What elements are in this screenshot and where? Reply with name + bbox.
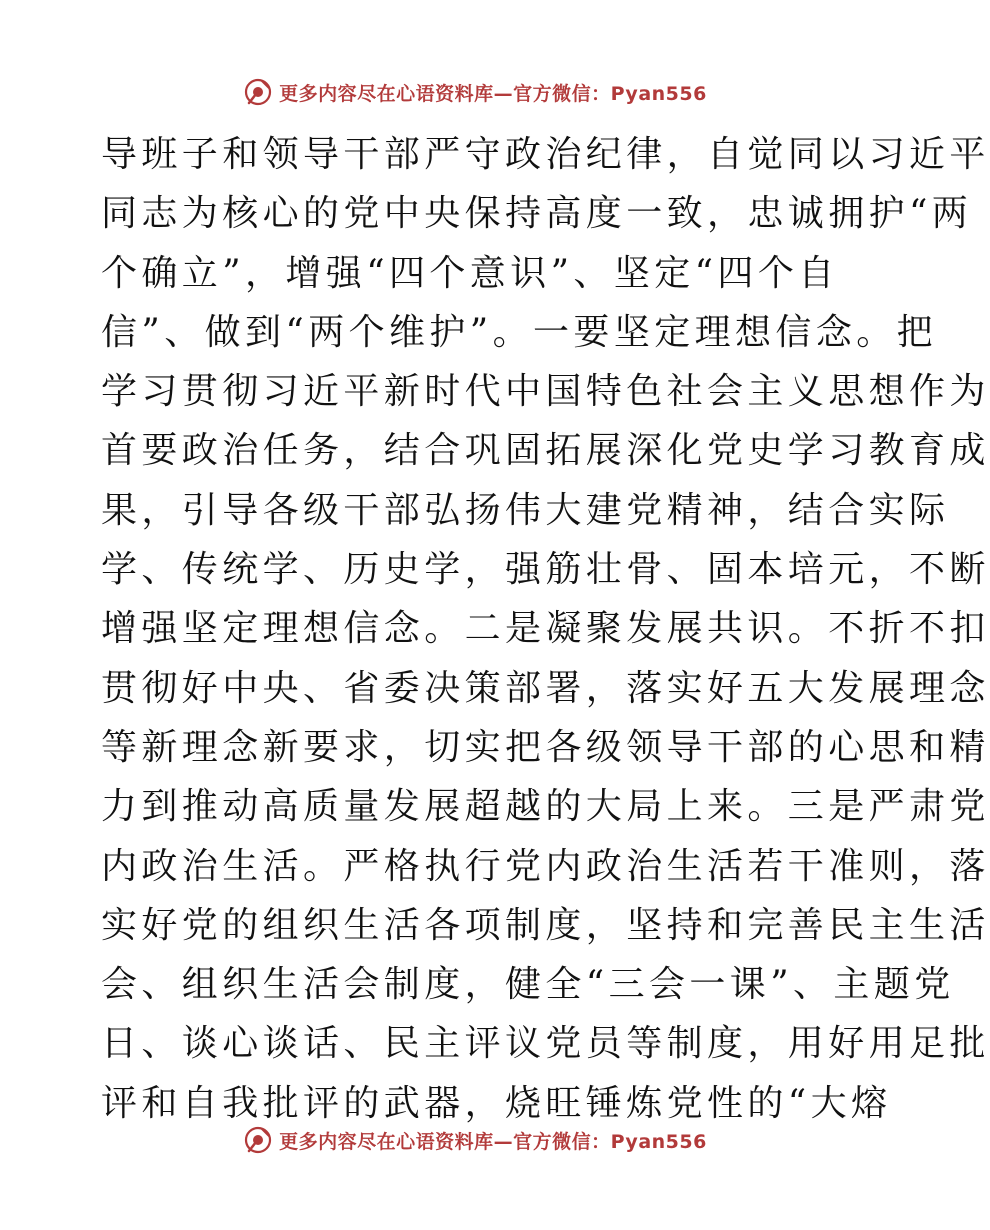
text-line-14: 实好党的组织生活各项制度，坚持和完善民主生活 xyxy=(101,904,990,946)
text-line-6: 首要政治任务，结合巩固拓展深化党史学习教育成 xyxy=(101,430,990,472)
text-line-11: 等新理念新要求，切实把各级领导干部的心思和精 xyxy=(101,726,990,768)
header-banner xyxy=(0,72,950,112)
text-line-16: 日、谈心谈话、民主评议党员等制度，用好用足批 xyxy=(101,1023,990,1065)
text-line-9: 增强坚定理想信念。二是凝聚发展共识。不折不扣 xyxy=(101,608,990,650)
header-banner-text: 更多内容尽在心语资料库—官方微信：Pyan556 xyxy=(279,82,707,105)
text-line-15: 会、组织生活会制度，健全“三会一课”、主题党 xyxy=(101,964,955,1006)
text-line-13: 内政治生活。严格执行党内政治生活若干准则，落 xyxy=(101,845,990,887)
text-line-2: 同志为核心的党中央保持高度一致，忠诚拥护“两 xyxy=(101,193,973,235)
text-line-1: 导班子和领导干部严守政治纪律，自觉同以习近平 xyxy=(101,134,990,175)
document-body xyxy=(101,125,990,1133)
text-line-7: 果，引导各级干部弘扬伟大建党精神，结合实际 xyxy=(101,489,950,531)
text-line-8: 学、传统学、历史学，强筋壮骨、固本培元，不断 xyxy=(101,549,990,591)
footer-banner-text: 更多内容尽在心语资料库—官方微信：Pyan556 xyxy=(279,1130,707,1153)
text-line-3: 个确立”，增强“四个意识”、坚定“四个自 xyxy=(101,252,839,294)
text-line-12: 力到推动高质量发展超越的大局上来。三是严肃党 xyxy=(101,786,990,828)
footer-banner xyxy=(0,1120,950,1160)
text-line-17: 评和自我批评的武器，烧旺锤炼党性的“大熔 xyxy=(101,1082,892,1124)
pen-logo-icon xyxy=(243,77,273,107)
text-line-4: 信”、做到“两个维护”。一要坚定理想信念。把 xyxy=(101,311,938,353)
pen-logo-icon xyxy=(243,1125,273,1155)
text-line-5: 学习贯彻习近平新时代中国特色社会主义思想作为 xyxy=(101,371,990,413)
text-line-10: 贯彻好中央、省委决策部署，落实好五大发展理念 xyxy=(101,667,990,709)
